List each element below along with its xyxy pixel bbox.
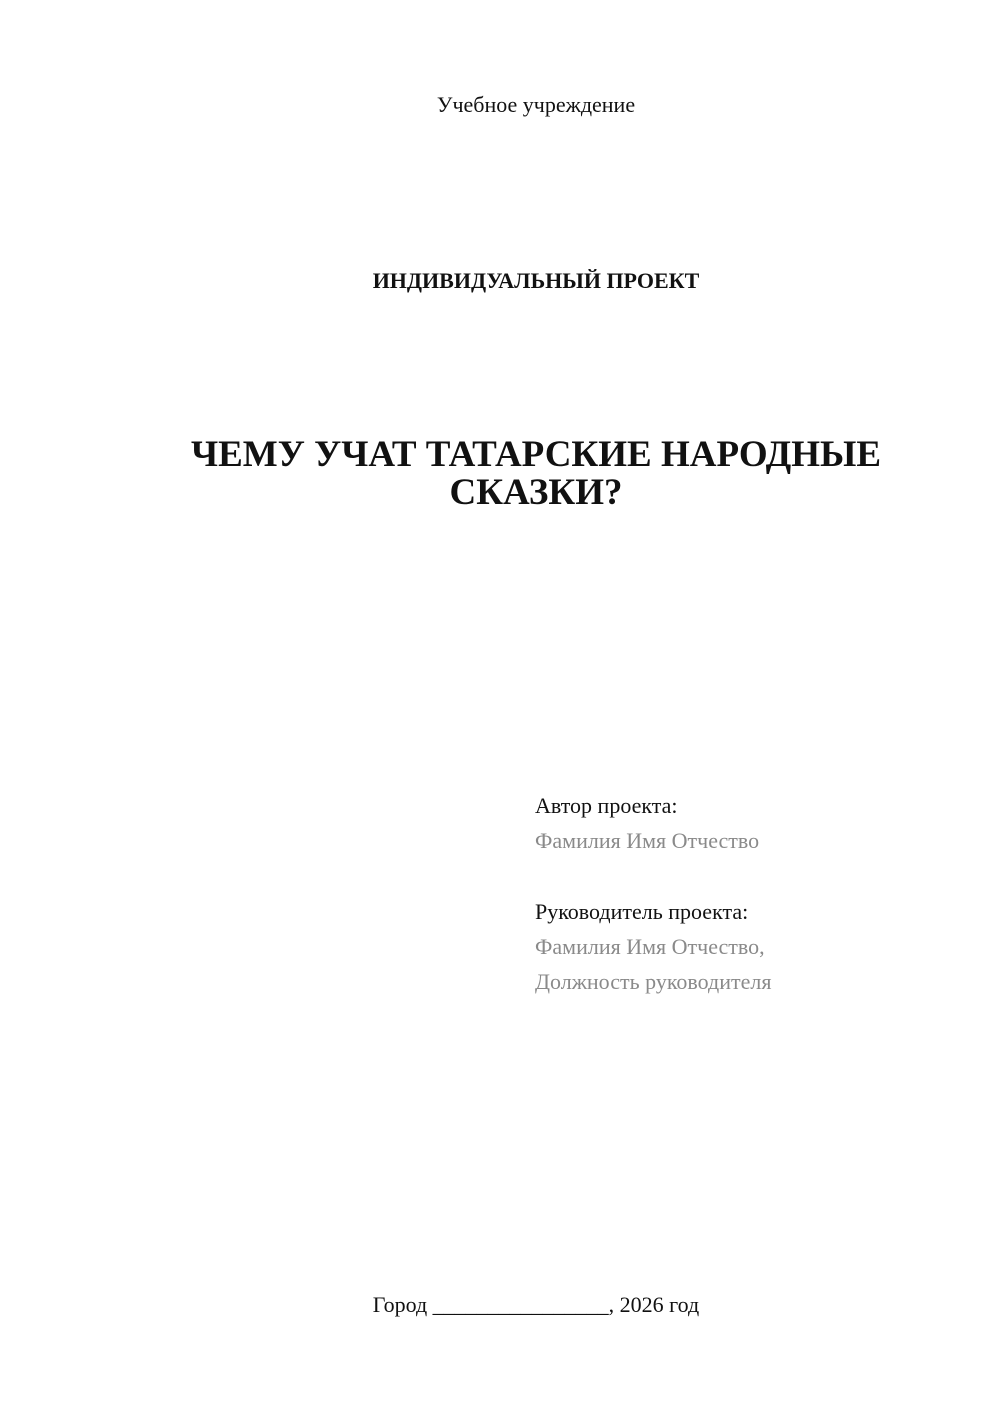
project-title-line-1: ЧЕМУ УЧАТ ТАТАРСКИЕ НАРОДНЫЕ: [190, 434, 882, 475]
city-year-line: Город ________________, 2026 год: [372, 1292, 700, 1317]
document-type: ИНДИВИДУАЛЬНЫЙ ПРОЕКТ: [372, 268, 700, 293]
credits-block: [535, 788, 771, 999]
project-title-line-2: СКАЗКИ?: [449, 472, 623, 513]
project-title: [100, 436, 972, 512]
supervisor-label: Руководитель проекта:: [535, 899, 749, 924]
credits-spacer: [535, 858, 771, 894]
author-label: Автор проекта:: [535, 793, 678, 818]
supervisor-name: Фамилия Имя Отчество,: [535, 934, 765, 959]
institution-name: Учебное учреждение: [436, 92, 636, 117]
supervisor-position: Должность руководителя: [535, 969, 772, 994]
author-name: Фамилия Имя Отчество: [535, 828, 760, 853]
